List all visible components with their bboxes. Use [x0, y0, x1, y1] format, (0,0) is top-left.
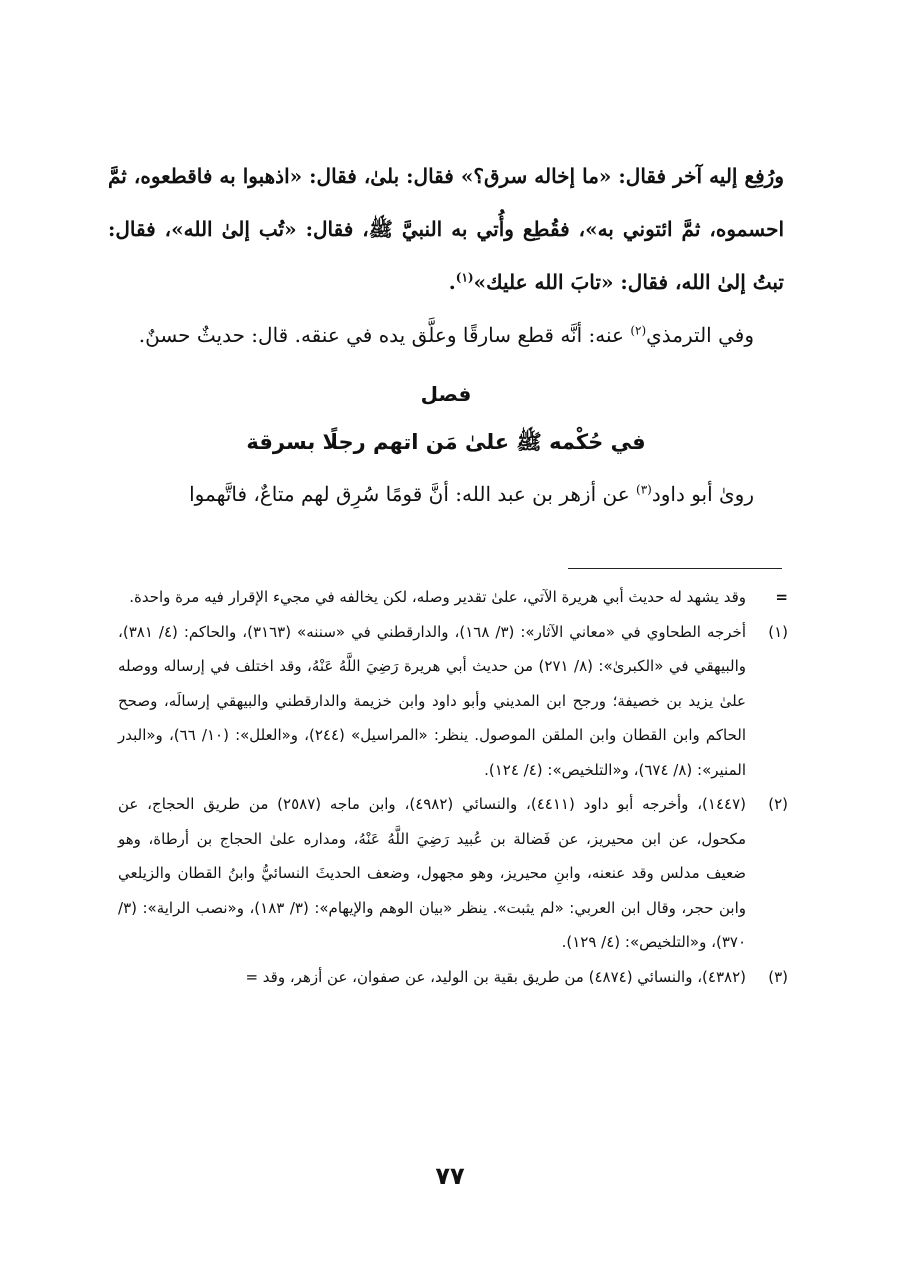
footnote-text: (٤٣٨٢)، والنسائي (٤٨٧٤) من طريق بقية بن الوليد، عن صفوان، عن أزهر، وقد =	[245, 967, 746, 986]
footnote-number: (١)	[768, 622, 788, 641]
paragraph-1	[108, 150, 784, 309]
footnote-2	[118, 787, 788, 960]
paragraph-2	[108, 309, 784, 362]
paragraph-1-end: .	[448, 270, 456, 294]
page-number: ٧٧	[435, 1162, 465, 1190]
footnote-ref-1[interactable]: (١)	[455, 270, 474, 285]
footnote-ref-3[interactable]: (٣)	[636, 482, 652, 497]
footnote-ref-2[interactable]: (٢)	[630, 323, 647, 338]
paragraph-3-text-b: عن أزهر بن عبد الله: أنَّ قومًا سُرِق لهم متاعٌ، فاتَّهموا	[189, 482, 636, 506]
paragraph-3	[108, 468, 784, 521]
footnote-marker: =	[775, 588, 788, 606]
footnote-number: (٣)	[768, 967, 788, 986]
main-text	[108, 150, 784, 521]
section-title: في حُكْمه ﷺ علىٰ مَن اتهم رجلًا بسرقة	[246, 430, 646, 454]
footnote-text: أخرجه الطحاوي في «معاني الآثار»: (٣/ ١٦٨)، والدارقطني في «سننه» (٣١٦٣)، والحاكم: (٤/ ٣٨١)، والبيهقي في «الكبرىٰ»: (٨/ ٢٧١) من حديث أبي هريرة رَضِيَ اللَّهُ عَنْهُ، وقد اختلف في إرساله ووصله علىٰ يزيد بن خصيفة؛ ورجح ابن المديني وأبو داود وابن خزيمة والدارقطني والبيهقي إرسالَه، وصحح الحاكم وابن القطان وابن الملقن الموصول. ينظر: «المراسيل» (٢٤٤)، و«العلل»: (١٠/ ٦٦)، و«البدر المنير»: (٨/ ٦٧٤)، و«التلخيص»: (٤/ ١٢٤).	[118, 622, 747, 779]
footnote-continuation	[118, 580, 788, 615]
section-label: فصل	[420, 382, 472, 406]
footnote-3	[118, 960, 788, 995]
paragraph-2-text-a: وفي الترمذي	[646, 323, 754, 347]
paragraph-2-text-b: عنه: أنَّه قطع سارقًا وعلَّق يده في عنقه. قال: حديثٌ حسنٌ.	[138, 323, 631, 347]
footnote-text: وقد يشهد له حديث أبي هريرة الآتي، علىٰ تقدير وصله، لكن يخالفه في مجيء الإقرار فيه مرة واحدة.	[129, 588, 746, 606]
footnotes	[118, 580, 788, 994]
footnote-text: (١٤٤٧)، وأخرجه أبو داود (٤٤١١)، والنسائي (٤٩٨٢)، وابن ماجه (٢٥٨٧) من طريق الحجاج، عن مكحول، عن ابن محيريز، عن فَضالة بن عُبيد رَضِيَ اللَّهُ عَنْهُ، ومداره علىٰ الحجاج بن أرطاة، وهو ضعيف مدلس وقد عنعنه، وابنِ محيريز، وهو مجهول، وضعف الحديثَ النسائيُّ وابنُ القطان والزيلعي وابن حجر، وقال ابن العربي: «لم يثبت». ينظر «بيان الوهم والإيهام»: (٣/ ١٨٣)، و«نصب الراية»: (٣/ ٣٧٠)، و«التلخيص»: (٤/ ١٢٩).	[118, 795, 746, 951]
footnote-number: (٢)	[768, 795, 788, 813]
paragraph-1-text: ورُفِع إليه آخر فقال: «ما إخاله سرق؟» فقال: بلىٰ، فقال: «اذهبوا به فاقطعوه، ثمَّ احسموه، ثمَّ ائتوني به»، فقُطِع وأُتي به النبيَّ ﷺ، فقال: «تُب إلىٰ الله»، فقال: تبتُ إلىٰ الله، فقال: «تابَ الله عليك»	[108, 164, 784, 294]
footnote-separator	[568, 568, 782, 569]
footnote-1	[118, 615, 788, 788]
paragraph-3-text-a: روىٰ أبو داود	[651, 482, 754, 506]
